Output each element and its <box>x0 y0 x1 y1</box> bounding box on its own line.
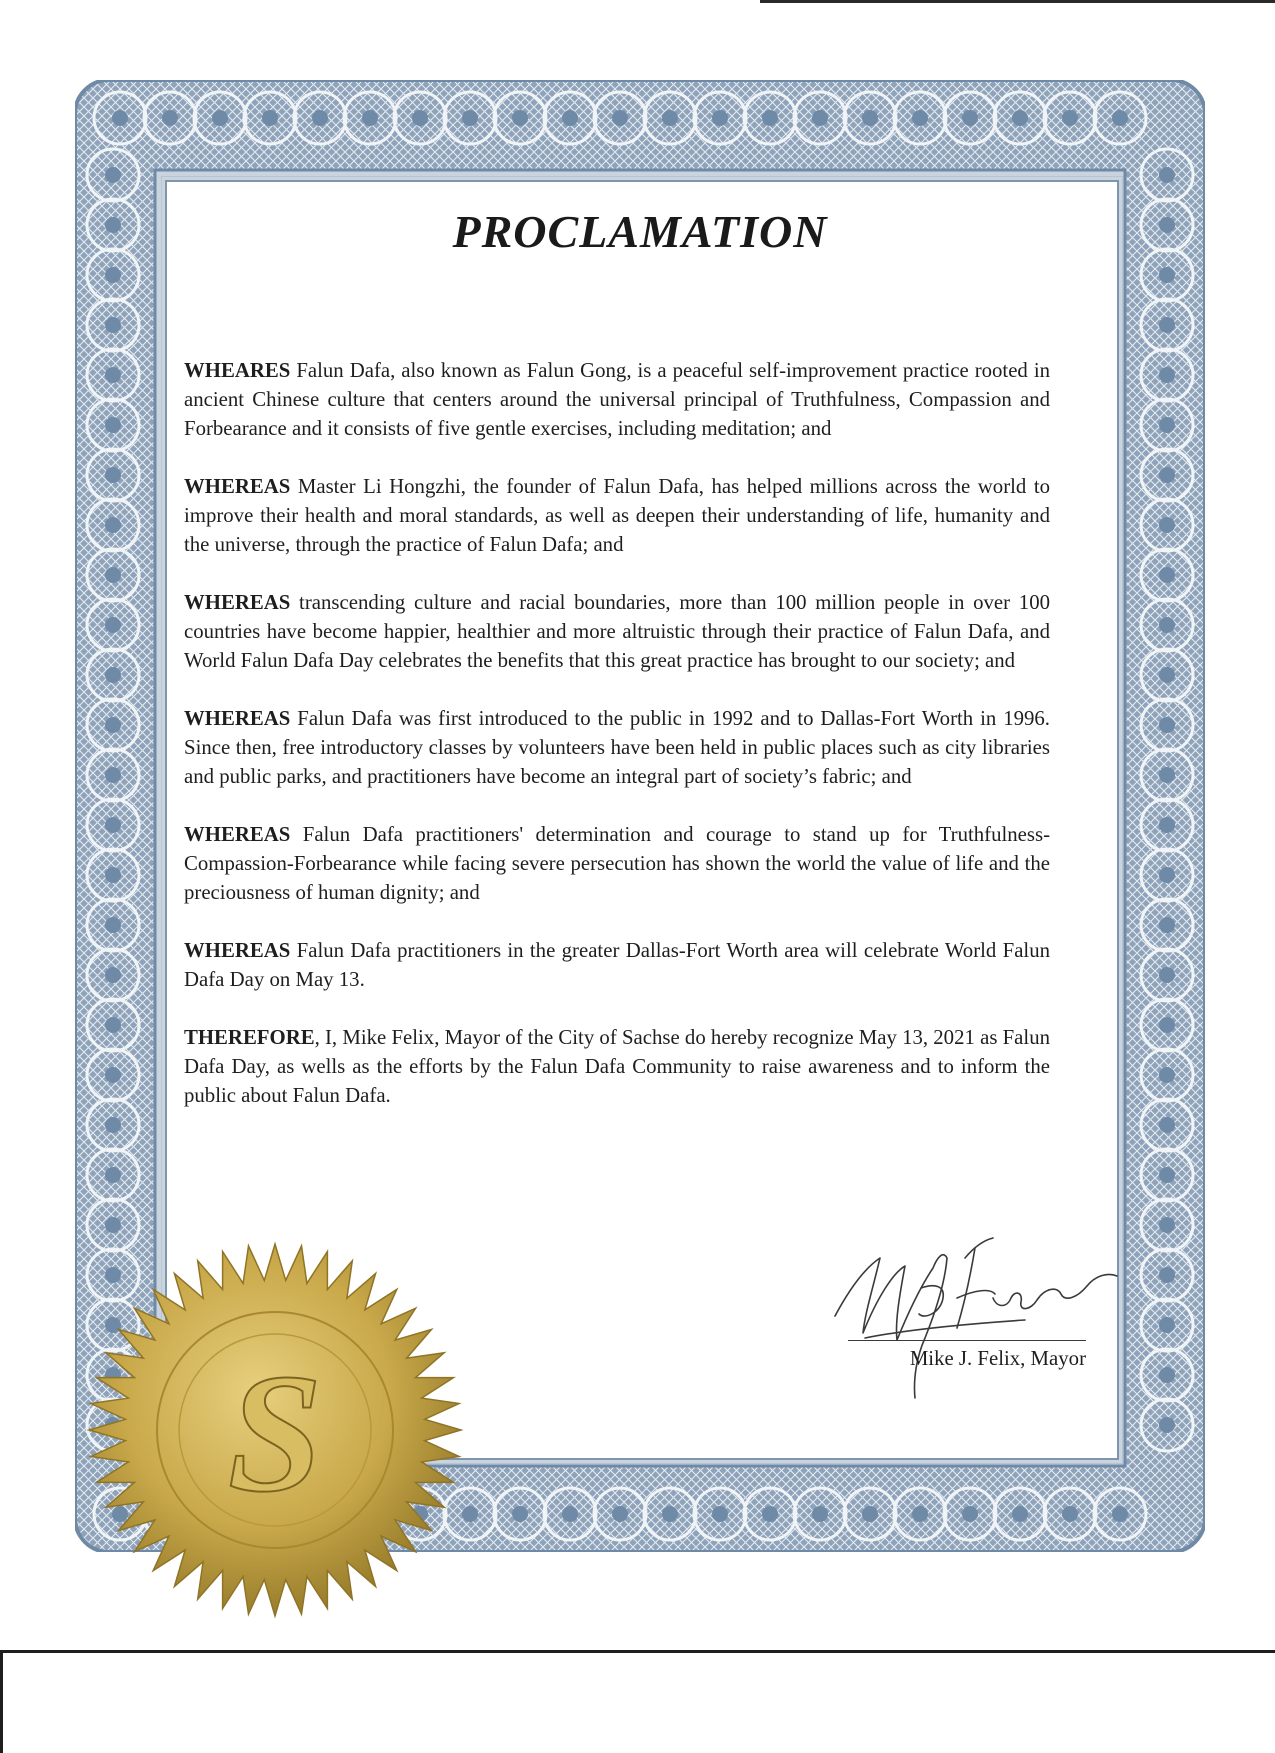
paragraph-text: , I, Mike Felix, Mayor of the City of Sachse do hereby recognize May 13, 2021 as Falun Dafa Day, as wells as the efforts by the Falun Dafa Community to raise awareness and to inform the public about Falun Dafa. <box>184 1026 1050 1107</box>
paragraph-2 <box>184 472 1050 559</box>
paragraph-lead: WHEREAS <box>184 823 291 846</box>
paragraph-lead: WHEREAS <box>184 707 291 730</box>
seal-monogram: S <box>227 1339 323 1527</box>
proclamation-body <box>184 356 1050 1139</box>
paragraph-text: Master Li Hongzhi, the founder of Falun Dafa, has helped millions across the world to improve their health and moral standards, as well as deepen their understanding of life, humanity and the universe, through the practice of Falun Dafa; and <box>184 475 1050 556</box>
paragraph-lead: WHEREAS <box>184 475 291 498</box>
signer-name: Mike J. Felix, Mayor <box>909 1347 1086 1370</box>
paragraph-4 <box>184 704 1050 791</box>
paragraph-3 <box>184 588 1050 675</box>
paragraph-1 <box>184 356 1050 443</box>
paragraph-text: Falun Dafa, also known as Falun Gong, is a peaceful self-improvement practice rooted in ancient Chinese culture that centers around the universal principal of Truthfulness, Compassion and Forbearance and it consists of five gentle exercises, including meditation; and <box>184 359 1050 440</box>
paragraph-lead: WHEREAS <box>184 591 291 614</box>
paragraph-lead: THEREFORE <box>184 1026 315 1049</box>
paragraph-text: transcending culture and racial boundaries, more than 100 million people in over 100 countries have become happier, healthier and more altruistic through their practice of Falun Dafa, and World Falun Dafa Day celebrates the benefits that this great practice has brought to our society; and <box>184 591 1050 672</box>
paragraph-lead: WHEREAS <box>184 939 291 962</box>
paragraph-5 <box>184 820 1050 907</box>
paragraph-6 <box>184 936 1050 994</box>
paragraph-7 <box>184 1023 1050 1110</box>
scan-edge-top <box>760 0 1275 3</box>
paragraph-text: Falun Dafa was first introduced to the public in 1992 and to Dallas-Fort Worth in 1996. Since then, free introductory classes by volunteers have been held in public places such as city libraries and public parks, and practitioners have become an integral part of society’s fabric; and <box>184 707 1050 788</box>
handwritten-signature-icon <box>825 1228 1125 1418</box>
paragraph-text: Falun Dafa practitioners' determination and courage to stand up for Truthfulness-Compassion-Forbearance while facing severe persecution has shown the world the value of life and the preciousness of human dignity; and <box>184 823 1050 904</box>
signature-line <box>848 1340 1086 1341</box>
scan-edge-bottom <box>0 1650 1275 1753</box>
paragraph-lead: WHEARES <box>184 359 291 382</box>
paragraph-text: Falun Dafa practitioners in the greater Dallas-Fort Worth area will celebrate World Falun Dafa Day on May 13. <box>184 939 1050 991</box>
gold-starburst-seal-icon <box>85 1240 465 1620</box>
page-title: PROCLAMATION <box>452 206 828 257</box>
